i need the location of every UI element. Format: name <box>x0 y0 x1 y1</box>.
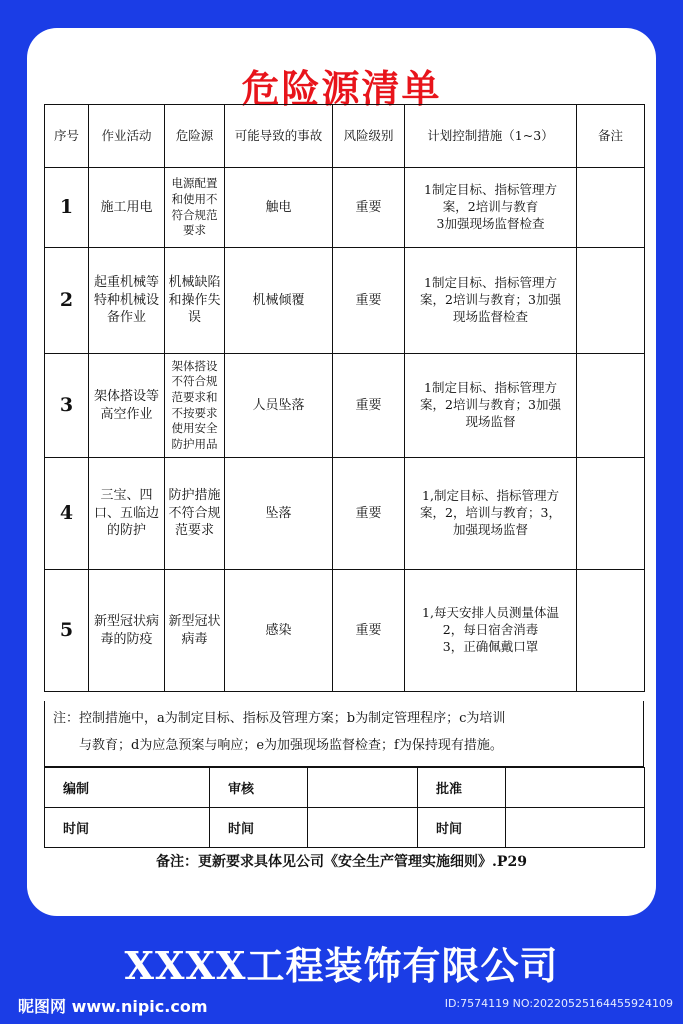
header-cell: 计划控制措施（1~3） <box>405 105 577 168</box>
time-label: 时间 <box>210 808 308 848</box>
signature-table <box>44 767 645 848</box>
measure-line: 案，2培训与教育；3加强 <box>420 397 561 413</box>
review-value <box>308 768 418 808</box>
document-panel <box>27 28 656 916</box>
risk-level-cell: 重要 <box>333 248 405 354</box>
measure-line: 案，2培训与教育 <box>442 199 539 215</box>
table-row <box>45 570 645 692</box>
measure-line: 1制定目标、指标管理方 <box>424 380 557 396</box>
accident-cell: 机械倾覆 <box>225 248 333 354</box>
activity-cell: 起重机械等特种机械设备作业 <box>89 248 165 354</box>
row-number: 3 <box>45 354 89 458</box>
note-line: 与教育；d为应急预案与响应；e为加强现场监督检查；f为保持现有措施。 <box>79 738 503 753</box>
remark-cell <box>577 354 645 458</box>
time-label: 时间 <box>45 808 210 848</box>
hazard-cell: 架体搭设不符合规范要求和不按要求使用安全防护用品 <box>165 354 225 458</box>
time-row <box>45 808 645 848</box>
measure-line: 2，每日宿舍消毒 <box>442 622 539 638</box>
activity-cell: 新型冠状病毒的防疫 <box>89 570 165 692</box>
remark-cell <box>577 248 645 354</box>
header-cell: 序号 <box>45 105 89 168</box>
review-label: 审核 <box>210 768 308 808</box>
footer-remark: 备注：更新要求具体见公司《安全生产管理实施细则》.P29 <box>156 854 527 870</box>
table-row <box>45 354 645 458</box>
measures-note <box>44 701 644 767</box>
measure-line: 案，2培训与教育；3加强 <box>420 292 561 308</box>
signature-row <box>45 768 645 808</box>
measure-line: 加强现场监督 <box>452 521 528 537</box>
control-measures-cell <box>405 354 577 458</box>
risk-level-cell: 重要 <box>333 458 405 570</box>
table-row <box>45 248 645 354</box>
company-name: XXXX工程装饰有限公司 <box>124 943 559 988</box>
activity-cell: 施工用电 <box>89 168 165 248</box>
risk-level-cell: 重要 <box>333 570 405 692</box>
measure-line: 1,制定目标、指标管理方 <box>422 488 559 504</box>
approve-label: 批准 <box>418 768 506 808</box>
time-value <box>308 808 418 848</box>
measure-line: 现场监督检查 <box>452 308 528 324</box>
remark-cell <box>577 458 645 570</box>
activity-cell: 三宝、四口、五临边的防护 <box>89 458 165 570</box>
row-number: 4 <box>45 458 89 570</box>
control-measures-cell <box>405 248 577 354</box>
measure-line: 1制定目标、指标管理方 <box>424 182 557 198</box>
table-header-row <box>45 105 645 168</box>
header-cell: 风险级别 <box>333 105 405 168</box>
control-measures-cell <box>405 570 577 692</box>
header-cell: 作业活动 <box>89 105 165 168</box>
hazard-cell: 机械缺陷和操作失误 <box>165 248 225 354</box>
risk-level-cell: 重要 <box>333 354 405 458</box>
activity-cell: 架体搭设等高空作业 <box>89 354 165 458</box>
risk-level-cell: 重要 <box>333 168 405 248</box>
remark-cell <box>577 570 645 692</box>
measure-line: 3加强现场监督检查 <box>436 215 545 231</box>
compile-label: 编制 <box>45 768 210 808</box>
hazard-cell: 防护措施不符合规范要求 <box>165 458 225 570</box>
row-number: 1 <box>45 168 89 248</box>
accident-cell: 感染 <box>225 570 333 692</box>
hazard-table <box>44 104 645 692</box>
remark-cell <box>577 168 645 248</box>
watermark-id: ID:7574119 NO:20220525164455924109 <box>444 997 673 1010</box>
measure-line: 案，2，培训与教育；3， <box>420 505 561 521</box>
accident-cell: 坠落 <box>225 458 333 570</box>
measure-line: 1制定目标、指标管理方 <box>424 275 557 291</box>
watermark-site: 昵图网 www.nipic.com <box>18 997 208 1016</box>
hazard-cell: 电源配置和使用不符合规范要求 <box>165 168 225 248</box>
time-label: 时间 <box>418 808 506 848</box>
hazard-cell: 新型冠状病毒 <box>165 570 225 692</box>
header-cell: 危险源 <box>165 105 225 168</box>
measure-line: 现场监督 <box>465 413 516 429</box>
control-measures-cell <box>405 458 577 570</box>
header-cell: 备注 <box>577 105 645 168</box>
time-value <box>506 808 645 848</box>
note-line: 注：控制措施中，a为制定目标、指标及管理方案；b为制定管理程序；c为培训 <box>53 711 506 726</box>
table-row <box>45 458 645 570</box>
table-row <box>45 168 645 248</box>
control-measures-cell <box>405 168 577 248</box>
row-number: 5 <box>45 570 89 692</box>
page-title: 危险源清单 <box>241 67 442 111</box>
accident-cell: 人员坠落 <box>225 354 333 458</box>
approve-value <box>506 768 645 808</box>
header-cell: 可能导致的事故 <box>225 105 333 168</box>
accident-cell: 触电 <box>225 168 333 248</box>
row-number: 2 <box>45 248 89 354</box>
measure-line: 3，正确佩戴口罩 <box>442 638 539 654</box>
measure-line: 1,每天安排人员测量体温 <box>422 605 559 621</box>
